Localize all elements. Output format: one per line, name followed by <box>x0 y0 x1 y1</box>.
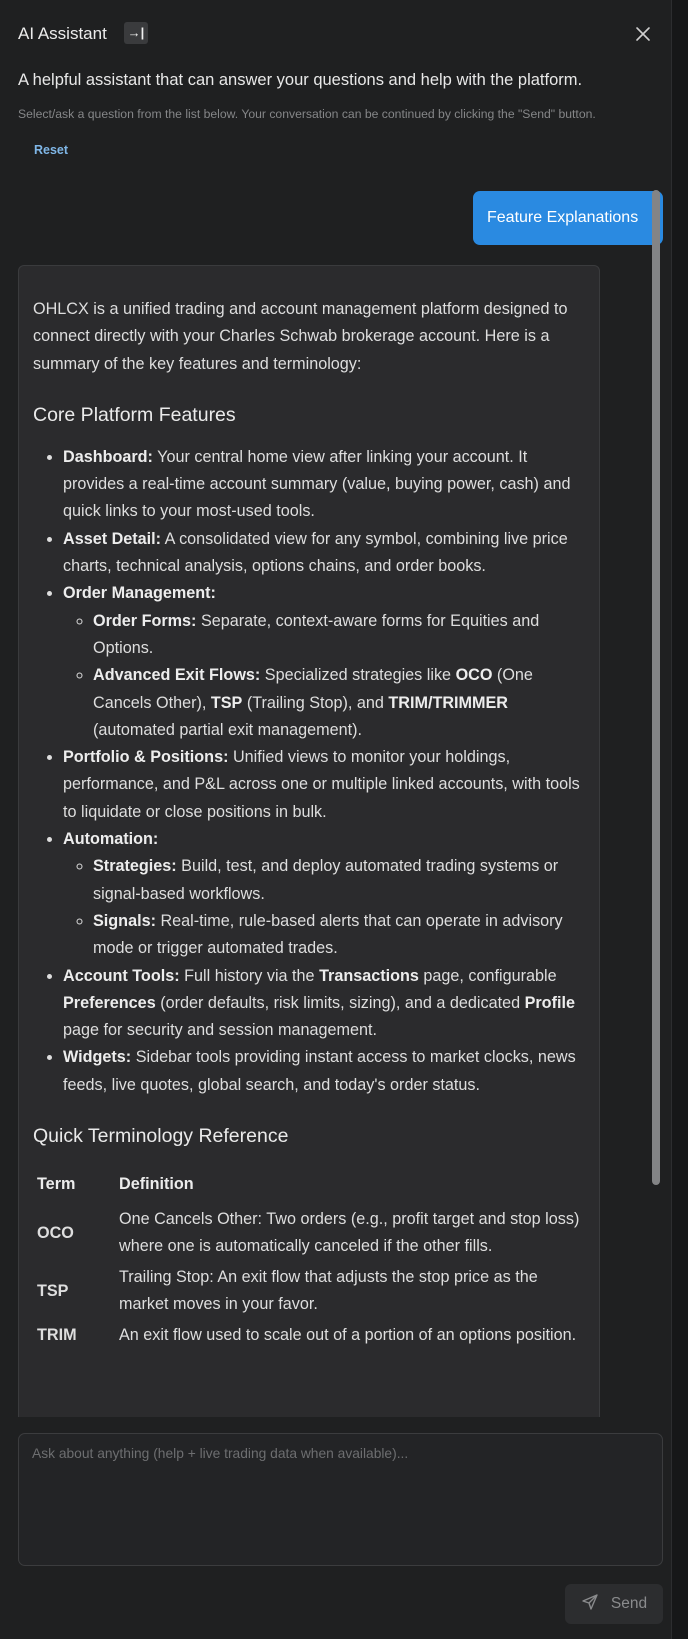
list-item: ◦ Advanced Exit Flows: Specialized strategies like OCO (One Cancels Other), TSP (Trailing Stop), and TRIM/TRIMMER (automated partial exit management). <box>93 662 585 744</box>
list-item: ◦ Order Forms: Separate, context-aware forms for Equities and Options. <box>93 608 585 663</box>
list-item: • Widgets: Sidebar tools providing instant access to market clocks, news feeds, live quotes, global search, and today's order status. <box>63 1044 585 1099</box>
list-item: • Order Management: ◦ Order Forms: Separate, context-aware forms for Equities and Options. ◦ Advanced Exit Flows: Specialized strategies like OCO (One Cancels Other), TSP (Trailing Stop), and TRIM/TRIMMER (automated partial exit management). <box>63 580 585 744</box>
automation-sublist <box>63 853 585 962</box>
answer-intro: OHLCX is a unified trading and account management platform designed to connect directly with your Charles Schwab brokerage account. Here is a summary of the key features and terminology: <box>33 300 568 373</box>
assistant-answer <box>18 265 600 1417</box>
term-cell: TRIM <box>37 1326 77 1345</box>
definition-cell: One Cancels Other: Two orders (e.g., profit target and stop loss) where one is automatically canceled if the other fills. <box>119 1210 580 1256</box>
close-icon[interactable] <box>633 24 653 44</box>
message-input[interactable] <box>19 1434 662 1565</box>
panel-title: AI Assistant <box>18 24 107 43</box>
table-row <box>33 1262 586 1320</box>
terminology-heading: Quick Terminology Reference <box>33 1125 289 1148</box>
table-header-row <box>33 1167 586 1204</box>
conversation-scrollbar[interactable] <box>652 190 660 1185</box>
table-row <box>33 1320 586 1351</box>
term-cell: OCO <box>37 1223 74 1242</box>
collapse-sidebar-icon[interactable]: →| <box>124 22 148 44</box>
list-item: • Asset Detail: A consolidated view for any symbol, combining live price charts, technical analysis, options chains, and order books. <box>63 526 585 581</box>
conversation-area[interactable] <box>18 185 663 1417</box>
assistant-description: A helpful assistant that can answer your questions and help with the platform. <box>18 71 583 89</box>
definition-cell: Trailing Stop: An exit flow that adjusts the stop price as the market moves in your favor. <box>119 1268 538 1314</box>
assistant-instructions: Select/ask a question from the list below. Your conversation can be continued by clicking the "Send" button. <box>18 107 596 121</box>
feature-list <box>33 444 585 1099</box>
send-button[interactable] <box>565 1584 663 1624</box>
list-item: ◦ Strategies: Build, test, and deploy automated trading systems or signal-based workflows. <box>93 853 585 908</box>
column-header: Term <box>37 1175 76 1194</box>
term-cell: TSP <box>37 1281 69 1300</box>
definition-cell: An exit flow used to scale out of a portion of an options position. <box>119 1326 577 1345</box>
panel-header <box>18 22 653 48</box>
list-item: • Dashboard: Your central home view after linking your account. It provides a real-time account summary (value, buying power, cash) and quick links to your most-used tools. <box>63 444 585 526</box>
column-header: Definition <box>119 1175 194 1194</box>
message-input-container <box>18 1433 663 1566</box>
list-item: • Portfolio & Positions: Unified views to monitor your holdings, performance, and P&L across one or multiple linked accounts, with tools to liquidate or close positions in bulk. <box>63 744 585 826</box>
core-features-heading: Core Platform Features <box>33 403 236 426</box>
order-management-sublist <box>63 608 585 744</box>
reset-button[interactable]: Reset <box>34 143 69 157</box>
send-icon <box>581 1593 599 1616</box>
terminology-table <box>33 1167 586 1351</box>
list-item: ◦ Signals: Real-time, rule-based alerts that can operate in advisory mode or trigger automated trades. <box>93 908 585 963</box>
send-label: Send <box>610 1595 648 1612</box>
table-row <box>33 1204 586 1262</box>
user-message: Feature Explanations <box>473 191 663 245</box>
list-item: • Account Tools: Full history via the Transactions page, configurable Preferences (order defaults, risk limits, sizing), and a dedicated Profile page for security and session management. <box>63 963 585 1045</box>
list-item: • Automation: ◦ Strategies: Build, test, and deploy automated trading systems or signal-based workflows. ◦ Signals: Real-time, rule-based alerts that can operate in advisory mode or trigger automated trades. <box>63 826 585 962</box>
